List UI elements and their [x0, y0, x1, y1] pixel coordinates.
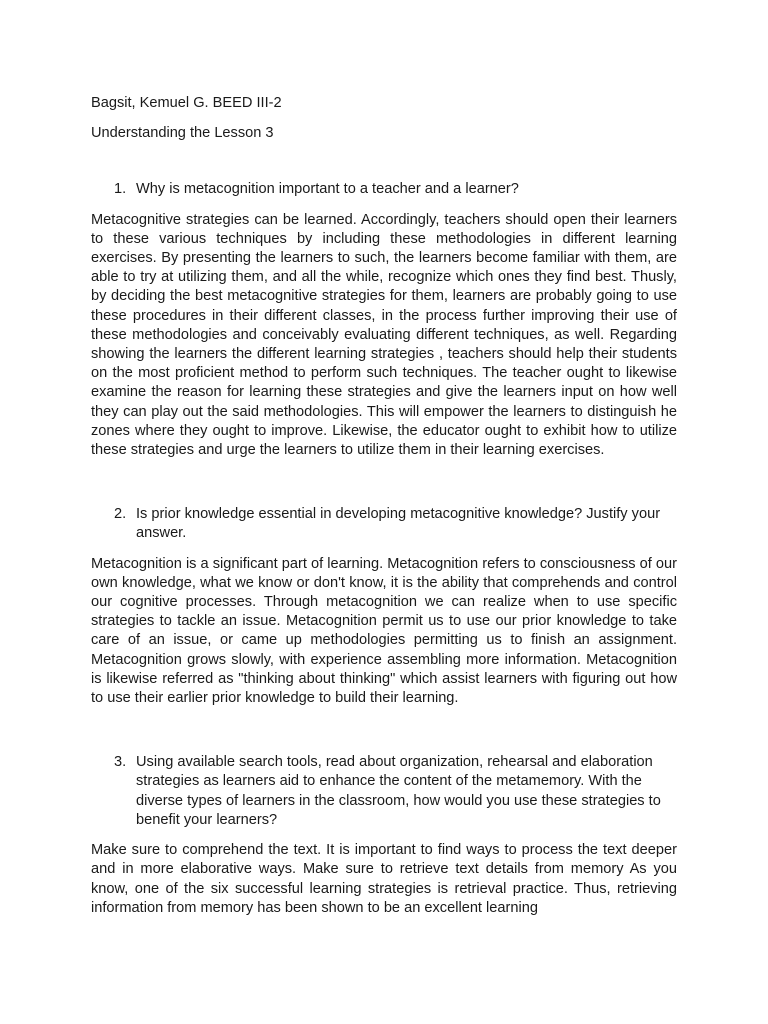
lesson-title: Understanding the Lesson 3 [91, 125, 274, 142]
question-1 [91, 180, 677, 199]
question-3 [91, 753, 677, 830]
answer-2: Metacognition is a significant part of learning. Metacognition refers to consciousness of our own knowledge, what we know or don't know, it is the ability that comprehends and control our cognitive processes. Through metacognition we can realize when to use specific strategies to tackle an issue. Metacognition permit us to use our prior knowledge to take care of an issue, or came up methodologies permitting us to finish an assignment. Metacognition grows slowly, with experience assembling more information. Metacognition is likewise referred as "thinking about thinking" which assist learners with figuring out how to use their earlier prior knowledge to build their learning. [91, 555, 677, 707]
question-text: Is prior knowledge essential in developing metacognitive knowledge? Justify your answer. [136, 506, 661, 542]
answer-3: Make sure to comprehend the text. It is important to find ways to process the text deeper and in more elaborative ways. Make sure to retrieve text details from memory As you know, one of the six successful learning strategies is retrieval practice. Thus, retrieving information from memory has been shown to be an excellent learning [91, 842, 677, 916]
question-text: Why is metacognition important to a teacher and a learner? [136, 181, 519, 198]
answer-1: Metacognitive strategies can be learned. Accordingly, teachers should open their learners to these various techniques by including these methodologies in different learning exercises. By presenting the learners to such, the learners become familiar with them, are able to try at utilizing them, and all the while, recognize which ones they find best. Thusly, by deciding the best metacognitive strategies for them, learners are probably going to use these procedures in their different classes, in the process further improving their use of these methodologies and conceivably evaluating different techniques, as well. Regarding showing the learners the different learning strategies , teachers should help their students on the most proficient method to perform such techniques. The teacher ought to likewise examine the reason for learning these strategies and give the learners input on how well they can play out the said methodologies. This will empower the learners to distinguish he zones where they ought to improve. Likewise, the educator ought to exhibit how to utilize these strategies and urge the learners to utilize them in their learning exercises. [91, 211, 677, 459]
question-2 [91, 505, 677, 543]
question-number: 2. [114, 506, 127, 523]
question-text: Using available search tools, read about organization, rehearsal and elaboration strategies as learners aid to enhance the content of the metamemory. With the diverse types of learners in the classroom, how would you use these strategies to benefit your learners? [136, 754, 661, 828]
question-number: 1. [114, 181, 127, 198]
question-number: 3. [114, 754, 127, 771]
student-name-line: Bagsit, Kemuel G. BEED III-2 [91, 95, 282, 111]
document-page [91, 94, 677, 918]
